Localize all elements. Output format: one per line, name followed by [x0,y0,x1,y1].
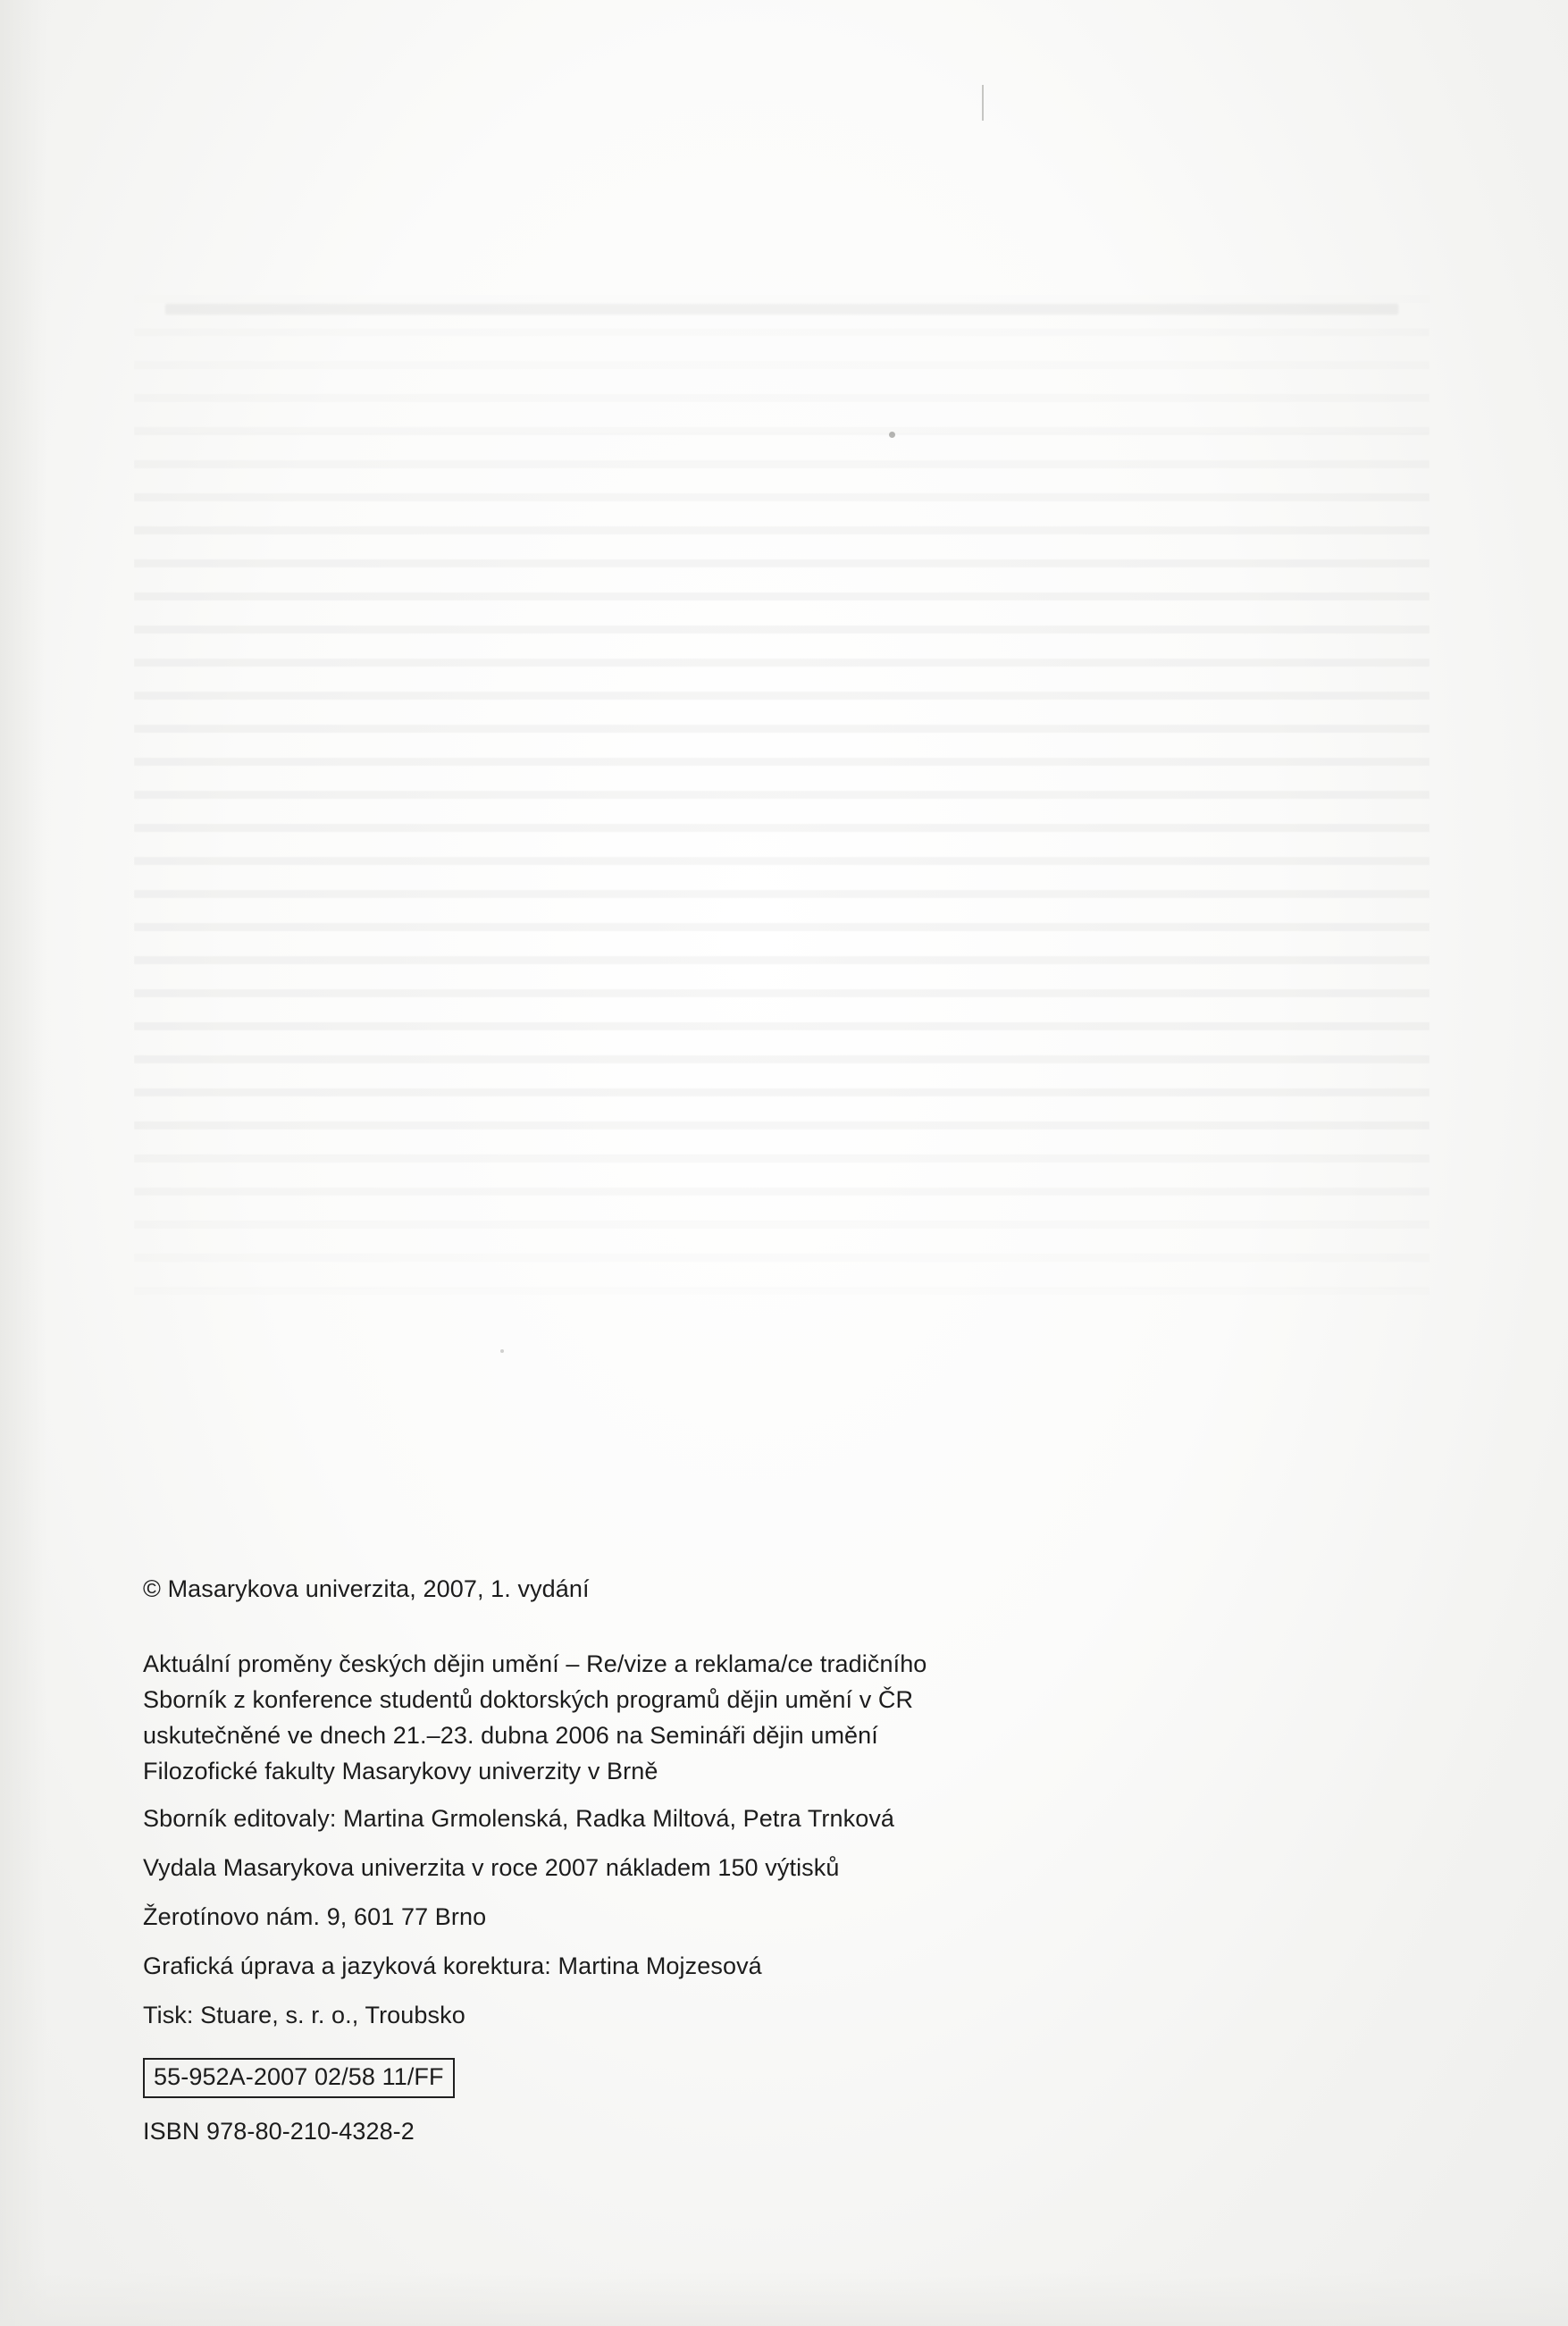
publisher-text: Vydala Masarykova univerzita v roce 2007 nákladem 150 výtisků [143,1854,840,1881]
colophon-block [143,1577,1215,2144]
editors-line [143,1807,1215,1831]
show-through-text-block [134,295,1430,1305]
title-line-3: uskutečněné ve dnech 21.–23. dubna 2006 na Semináři dějin umění [143,1722,878,1749]
page-left-edge-shadow [0,0,46,2326]
publication-title-block [143,1652,1215,1784]
paper-speck [889,432,895,438]
design-text: Grafická úprava a jazyková korektura: Martina Mojzesová [143,1952,762,1979]
design-line [143,1954,1215,1978]
paper-scratch [982,85,984,121]
address-line [143,1905,1215,1929]
title-line-4: Filozofické fakulty Masarykovy univerzity v Brně [143,1758,658,1784]
isbn-text: ISBN 978-80-210-4328-2 [143,2118,415,2145]
publication-code-box [143,2058,455,2098]
print-text: Tisk: Stuare, s. r. o., Troubsko [143,2002,465,2028]
publisher-line [143,1856,1215,1880]
print-line [143,2003,1215,2028]
copyright-text: © Masarykova univerzita, 2007, 1. vydání [143,1575,590,1602]
publication-code-text: 55-952A-2007 02/58 11/FF [154,2063,444,2090]
editors-text: Sborník editovaly: Martina Grmolenská, Radka Miltová, Petra Trnková [143,1805,895,1832]
paper-speck [500,1349,504,1353]
copyright-notice [143,1577,1215,1601]
page-bottom-edge-shadow [0,2272,1568,2326]
isbn-line [143,2120,1215,2144]
address-text: Žerotínovo nám. 9, 601 77 Brno [143,1903,487,1930]
title-line-2: Sborník z konference studentů doktorských programů dějin umění v ČR [143,1686,914,1713]
title-line-1: Aktuální proměny českých dějin umění – Re/vize a reklama/ce tradičního [143,1650,927,1677]
